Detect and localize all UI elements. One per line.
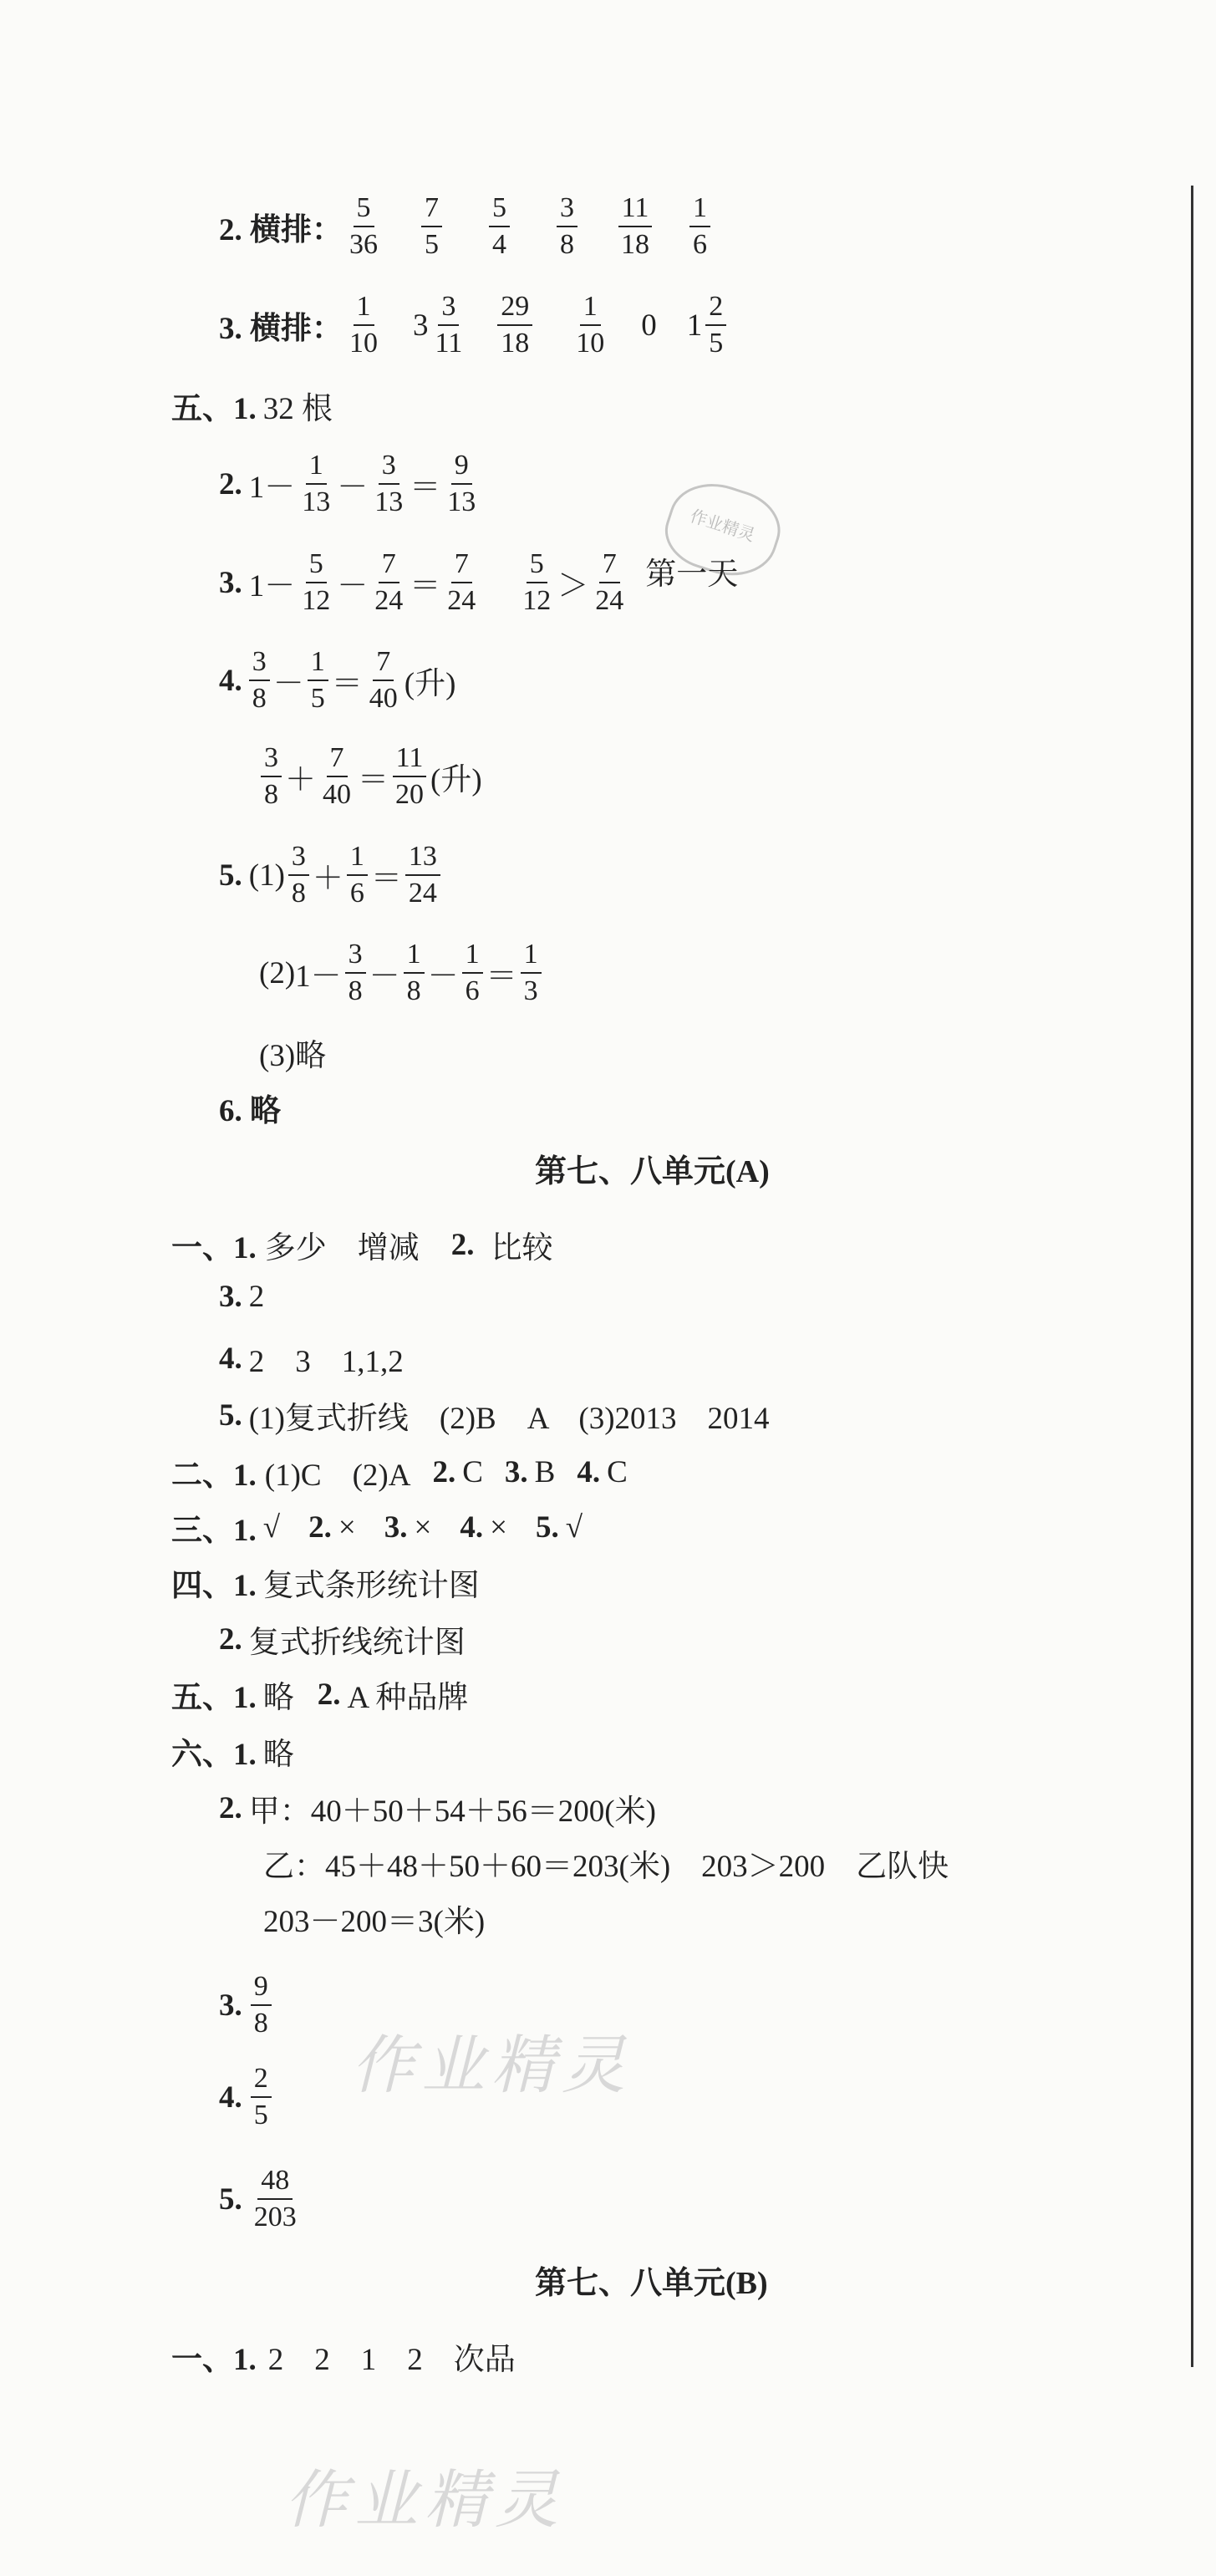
a-6-4: [219, 2064, 275, 2130]
q-label: 2.: [219, 466, 242, 501]
q-label: 5.: [535, 1509, 559, 1545]
q-label: 二、1.: [171, 1459, 257, 1493]
q5-4a: [219, 648, 455, 713]
answer: √: [565, 1509, 583, 1545]
q-label: 2.: [317, 1677, 341, 1712]
q-label: 4.: [219, 663, 242, 698]
fraction: $\frac{3}{8}$: [345, 940, 366, 1005]
answer: A 种品牌: [347, 1681, 469, 1715]
unit: (升): [404, 667, 456, 701]
fraction: $\frac{7}{24}$: [595, 548, 624, 616]
q-label: 3.: [504, 1454, 528, 1489]
expr: 1－: [248, 569, 296, 603]
a-4-1: [171, 1560, 480, 1605]
q-label: 2.: [219, 1790, 242, 1825]
fraction: $\frac{5}{12}$: [522, 548, 552, 616]
fraction: $\frac{3}{8}$: [249, 648, 270, 713]
whole-number: 3: [413, 308, 429, 343]
q-label: 2.: [450, 1227, 475, 1262]
fraction: $\frac{9}{13}$: [447, 450, 476, 517]
answer: 略: [262, 1681, 294, 1715]
answer: (3)略: [259, 1039, 327, 1073]
whole-number: 1: [686, 308, 703, 343]
fraction: $\frac{3}{8}$: [557, 194, 577, 259]
answer: 203－200＝3(米): [263, 1905, 486, 1939]
fraction: $\frac{5}{36}$: [349, 192, 378, 260]
operator: ＞: [557, 569, 589, 603]
answer: (1)C (2)A: [264, 1459, 411, 1493]
stamp-text: 作业精灵: [687, 507, 757, 546]
q-label: 4.: [577, 1454, 601, 1489]
day-answer: 第一天: [645, 557, 739, 592]
answer: 复式条形统计图: [262, 1569, 480, 1603]
fraction: $\frac{1}{6}$: [689, 194, 710, 259]
fraction: $\frac{1}{6}$: [347, 843, 368, 908]
q5-5-3: [259, 1030, 326, 1075]
fraction: $\frac{1}{10}$: [349, 291, 378, 359]
q5-6: [219, 1085, 281, 1130]
fraction: $\frac{29}{18}$: [497, 293, 532, 358]
q-label: 5.: [219, 2181, 242, 2217]
q-label: 3.: [219, 565, 242, 600]
answer: 甲：40＋50＋54＋56＝200(米): [248, 1795, 656, 1829]
fraction: $\frac{7}{24}$: [374, 548, 404, 616]
answer: ×: [338, 1509, 356, 1545]
fraction: $\frac{7}{40}$: [323, 742, 351, 810]
q-label: 四、1.: [171, 1569, 257, 1603]
answer: 比较: [491, 1231, 553, 1265]
section-heading-b: 第七、八单元(B): [535, 2266, 768, 2301]
answer: 多少 增减: [264, 1231, 420, 1265]
q-label: 六、1.: [171, 1738, 257, 1772]
q-label: 2.: [308, 1509, 332, 1545]
operator: ＋: [312, 862, 343, 896]
fraction: $\frac{1}{5}$: [308, 648, 328, 713]
a-2: [171, 1449, 628, 1494]
q5-4b: [257, 744, 482, 809]
watermark: 作业精灵: [351, 2028, 632, 2102]
q5-5-2: [259, 940, 545, 1005]
row-label: 3. 横排：: [219, 312, 343, 346]
a-4-2: [219, 1616, 466, 1662]
operator: ＝: [410, 569, 441, 603]
q-label: 三、1.: [171, 1514, 257, 1548]
operator: ＝: [410, 471, 441, 505]
answer: 2 3 1,1,2: [248, 1345, 404, 1379]
q-label: 3.: [219, 1988, 242, 2023]
margin-rule: [1191, 186, 1193, 2367]
operator: ＝: [358, 763, 389, 797]
answer: B: [534, 1454, 556, 1489]
q5-2: [219, 451, 482, 517]
q-label: 3.: [384, 1509, 408, 1545]
answer: C: [607, 1454, 628, 1489]
answer: 略: [262, 1738, 294, 1772]
answer: 6. 略: [219, 1094, 281, 1128]
fraction: $\frac{3}{8}$: [261, 744, 282, 809]
fraction: $\frac{7}{40}$: [369, 646, 398, 714]
q-label: 2.: [432, 1454, 456, 1489]
fraction: $\frac{13}{24}$: [405, 843, 440, 908]
fraction: $\frac{1}{6}$: [462, 940, 483, 1005]
fraction: $\frac{11}{20}$: [392, 744, 427, 809]
q-label: 5.: [219, 1397, 242, 1433]
fraction: $\frac{11}{18}$: [618, 194, 653, 259]
q-label: 4.: [219, 2080, 242, 2115]
fraction: $\frac{3}{11}$: [435, 291, 463, 359]
sub-label: (2): [259, 955, 296, 990]
fraction: $\frac{3}{13}$: [374, 450, 404, 517]
fraction: $\frac{7}{5}$: [421, 194, 442, 259]
q5-3: [219, 550, 738, 615]
a-6-2b: [263, 1840, 949, 1886]
watermark-bottom: 作业精灵: [284, 2462, 565, 2537]
fraction: $\frac{2}{5}$: [705, 293, 726, 358]
fraction: $\frac{7}{24}$: [447, 548, 476, 616]
operator: －: [337, 569, 369, 603]
q5-1: [171, 383, 333, 428]
unit: (升): [430, 763, 482, 797]
q-label: 五、1.: [171, 1681, 257, 1715]
fraction: $\frac{5}{12}$: [302, 548, 331, 616]
answer: ×: [414, 1509, 432, 1545]
section-heading-a: 第七、八单元(A): [535, 1154, 770, 1189]
operator: ＝: [486, 960, 517, 994]
fraction: $\frac{1}{8}$: [404, 940, 425, 1005]
q-label: 2.: [219, 1621, 242, 1657]
answer: 2: [248, 1280, 265, 1314]
sub-label: (1): [248, 858, 285, 893]
a-5: [171, 1672, 468, 1717]
expr: 1－: [295, 960, 342, 994]
row-3-horizontal: [219, 293, 730, 358]
answer: (1)复式折线 (2)B A (3)2013 2014: [248, 1402, 770, 1436]
answer: √: [262, 1509, 281, 1545]
operator: ＝: [370, 862, 402, 896]
fraction: $\frac{1}{10}$: [576, 291, 605, 359]
fraction: $\frac{1}{13}$: [302, 450, 331, 517]
q-label: 4.: [219, 1341, 242, 1376]
a-6-5: [219, 2166, 303, 2232]
a-3: [171, 1504, 583, 1550]
a-1-5: [219, 1392, 770, 1438]
a-1-3: [219, 1279, 264, 1315]
operator: －: [427, 960, 459, 994]
a-6-1: [171, 1728, 294, 1774]
answer: ×: [490, 1509, 507, 1545]
a-6-3: [219, 1973, 275, 2038]
expr: 1－: [248, 471, 296, 505]
operator: －: [369, 960, 400, 994]
answer: 乙：45＋48＋50＋60＝203(米) 203＞200 乙队快: [263, 1850, 949, 1884]
b-1-1: [171, 2334, 516, 2379]
fraction: $\frac{5}{4}$: [489, 194, 510, 259]
a-6-2c: [263, 1896, 485, 1941]
a-1-4: [219, 1336, 404, 1381]
fraction: $\frac{9}{8}$: [251, 1973, 272, 2038]
answer: 32 根: [262, 392, 333, 426]
answer: C: [462, 1454, 483, 1489]
operator: ＝: [331, 667, 363, 701]
operator: ＋: [285, 763, 316, 797]
operator: －: [337, 471, 369, 505]
q5-5-1: [219, 843, 444, 908]
q-label: 5.: [219, 858, 242, 893]
a-6-2: [219, 1785, 656, 1830]
zero: 0: [641, 308, 657, 343]
fraction: $\frac{2}{5}$: [251, 2064, 272, 2130]
q-label: 3.: [219, 1280, 242, 1314]
q-label: 一、1.: [171, 2343, 257, 2377]
a-1-1: [171, 1222, 553, 1267]
operator: －: [272, 667, 304, 701]
row-2-horizontal: [219, 194, 714, 259]
answer: 2 2 1 2 次品: [267, 2343, 516, 2377]
row-label: 2. 横排：: [219, 213, 343, 247]
q-label: 4.: [460, 1509, 484, 1545]
q-label: 五、1.: [171, 392, 257, 426]
fraction: $\frac{1}{3}$: [521, 940, 542, 1005]
fraction: $\frac{48}{203}$: [253, 2165, 297, 2232]
q-label: 一、1.: [171, 1231, 257, 1265]
answer: 复式折线统计图: [248, 1626, 466, 1660]
fraction: $\frac{3}{8}$: [288, 843, 309, 908]
